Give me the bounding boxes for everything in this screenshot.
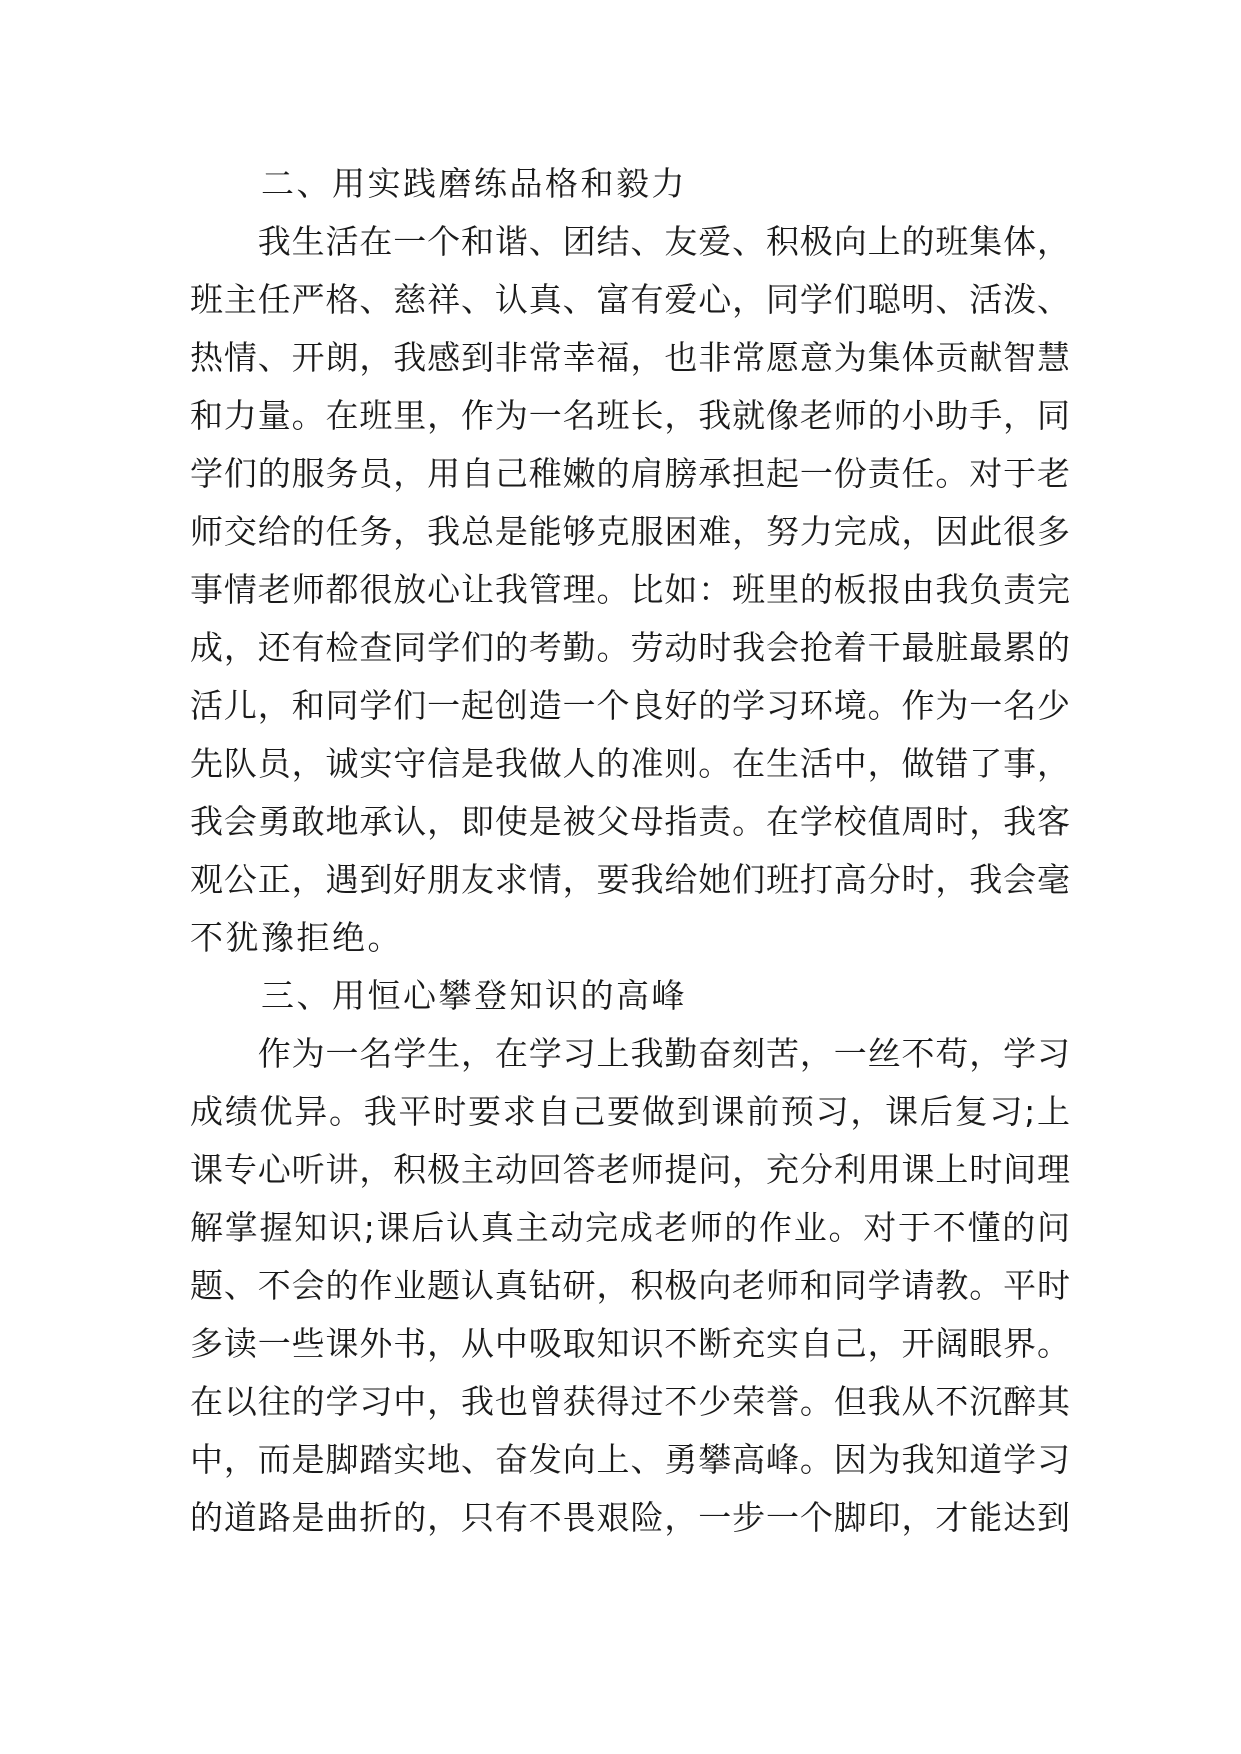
paragraph-line: 课专心听讲，积极主动回答老师提问，充分利用课上时间理 [190,1150,1070,1189]
paragraph-line: 先队员，诚实守信是我做人的准则。在生活中，做错了事， [190,744,1070,783]
paragraph-line: 中，而是脚踏实地、奋发向上、勇攀高峰。因为我知道学习 [190,1440,1070,1479]
paragraph-line: 师交给的任务，我总是能够克服困难，努力完成，因此很多 [190,512,1070,551]
paragraph-line: 和力量。在班里，作为一名班长，我就像老师的小助手，同 [190,396,1070,435]
paragraph-line: 题、不会的作业题认真钻研，积极向老师和同学请教。平时 [190,1266,1070,1305]
paragraph-line: 我会勇敢地承认，即使是被父母指责。在学校值周时，我客 [190,802,1070,841]
heading-section-three: 三、用恒心攀登知识的高峰 [190,976,687,1015]
paragraph-line: 事情老师都很放心让我管理。比如：班里的板报由我负责完 [190,570,1070,609]
paragraph-line: 活儿，和同学们一起创造一个良好的学习环境。作为一名少 [190,686,1070,725]
paragraph-line: 多读一些课外书，从中吸取知识不断充实自己，开阔眼界。 [190,1324,1070,1363]
paragraph-line: 学们的服务员，用自己稚嫩的肩膀承担起一份责任。对于老 [190,454,1070,493]
paragraph-line: 不犹豫拒绝。 [190,918,403,957]
paragraph-line: 在以往的学习中，我也曾获得过不少荣誉。但我从不沉醉其 [190,1382,1070,1421]
paragraph-line: 我生活在一个和谐、团结、友爱、积极向上的班集体， [190,222,1070,261]
paragraph-line: 观公正，遇到好朋友求情，要我给她们班打高分时，我会毫 [190,860,1070,899]
paragraph-line: 热情、开朗，我感到非常幸福，也非常愿意为集体贡献智慧 [190,338,1070,377]
paragraph-line: 班主任严格、慈祥、认真、富有爱心，同学们聪明、活泼、 [190,280,1070,319]
paragraph-line: 作为一名学生，在学习上我勤奋刻苦，一丝不苟，学习 [190,1034,1070,1073]
paragraph-line: 成绩优异。我平时要求自己要做到课前预习，课后复习;上 [190,1092,1070,1131]
paragraph-line: 成，还有检查同学们的考勤。劳动时我会抢着干最脏最累的 [190,628,1070,667]
paragraph-line: 的道路是曲折的，只有不畏艰险，一步一个脚印，才能达到 [190,1498,1070,1537]
paragraph-line: 解掌握知识;课后认真主动完成老师的作业。对于不懂的问 [190,1208,1070,1247]
heading-section-two: 二、用实践磨练品格和毅力 [190,164,687,203]
